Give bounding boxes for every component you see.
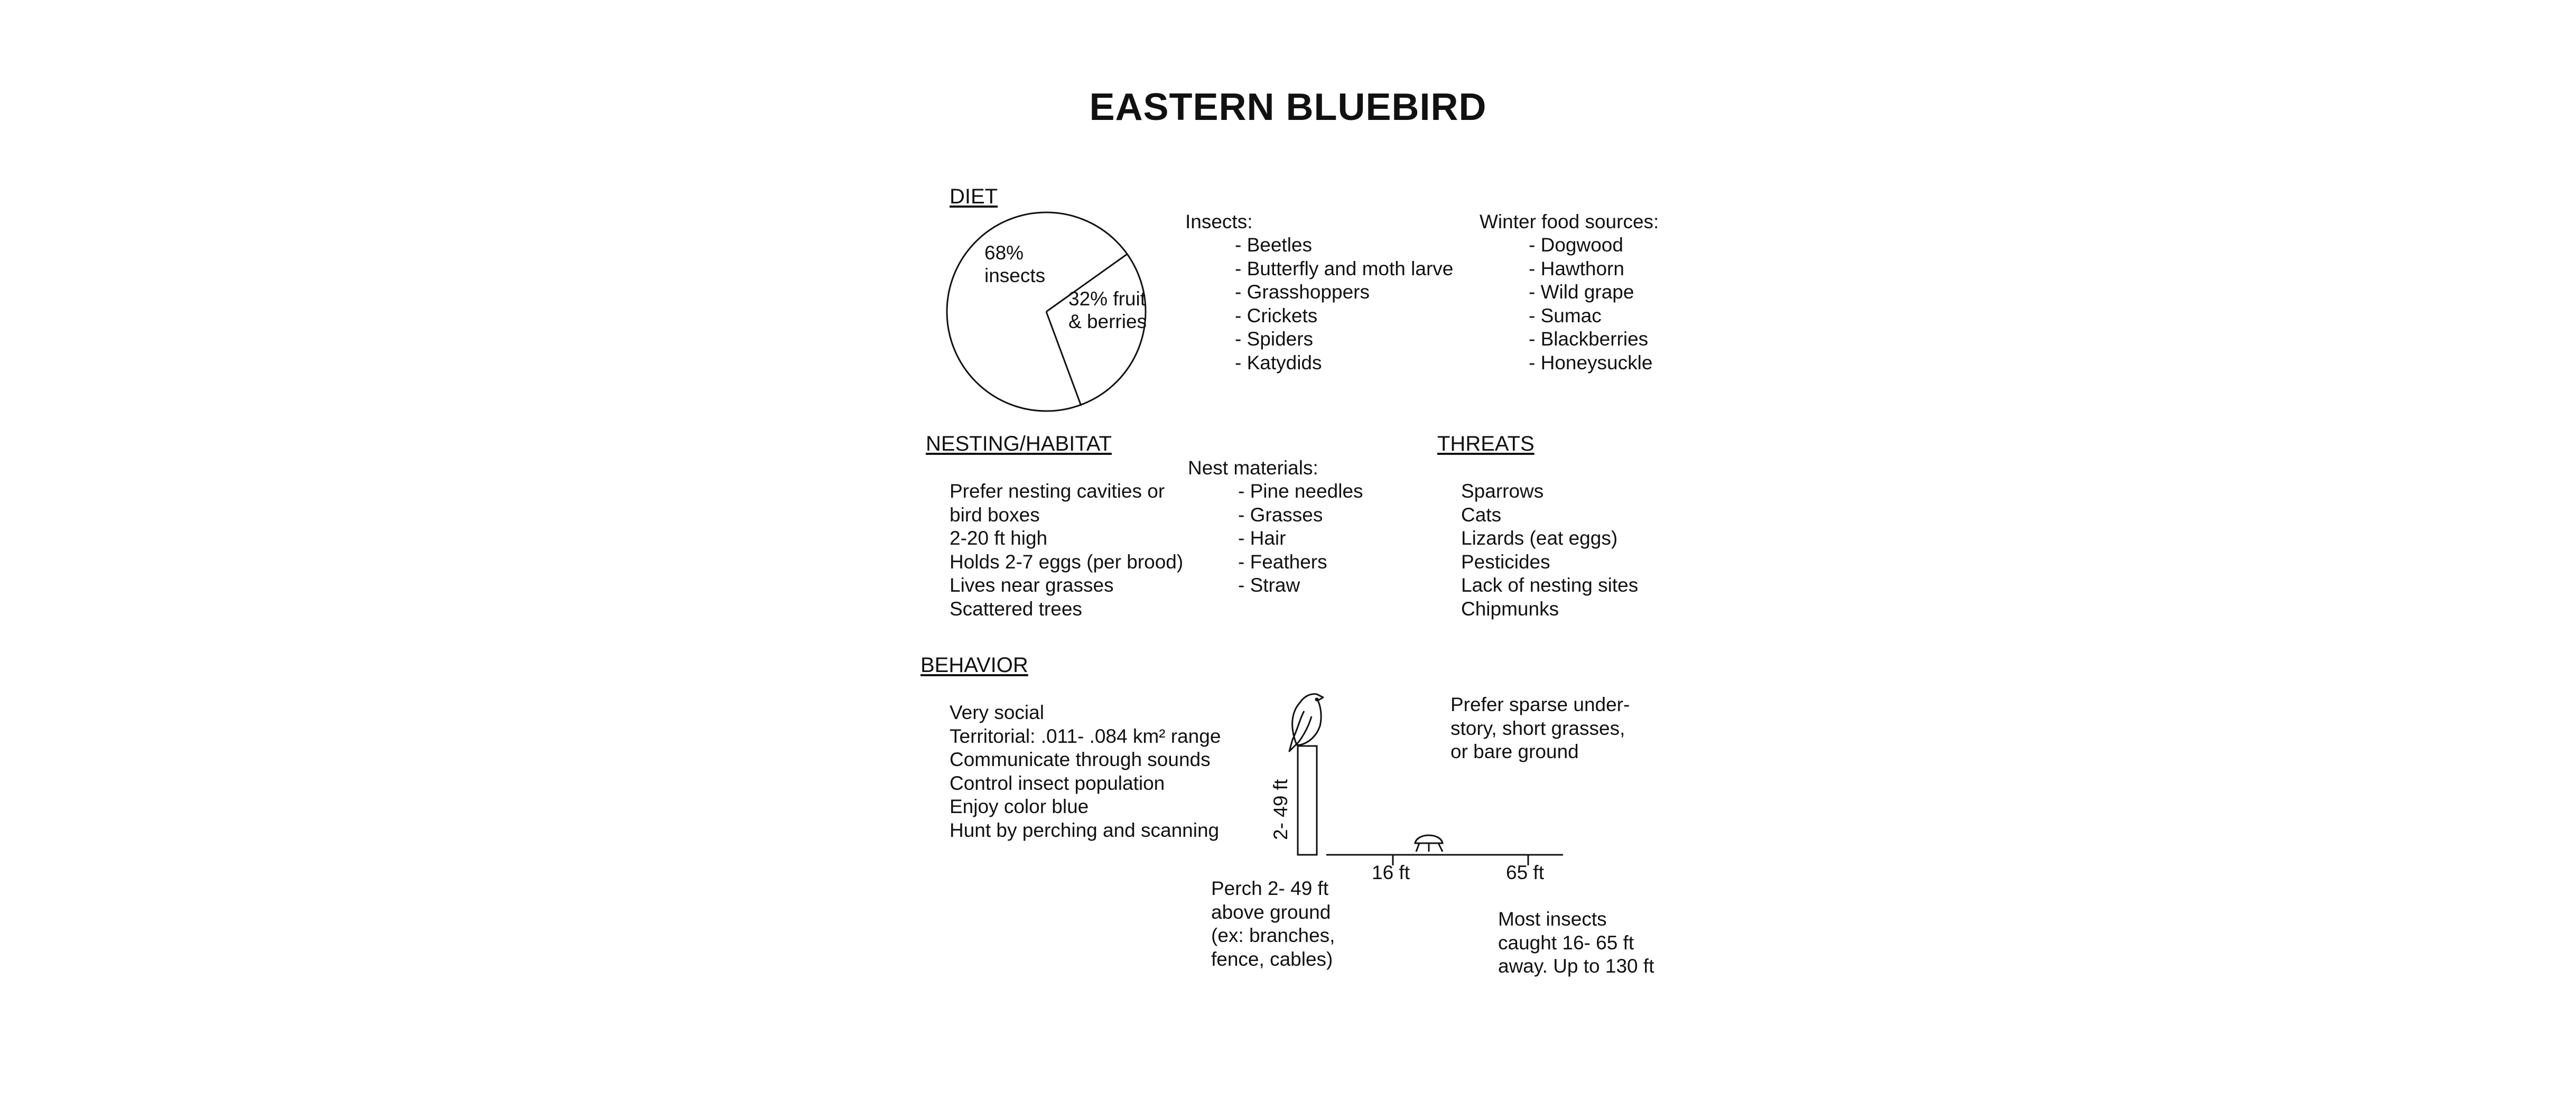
list-item: Hunt by perching and scanning (950, 819, 1220, 841)
habitat-note: Prefer sparse under- story, short grasses, or bare ground (1450, 694, 1630, 762)
list-item: - Blackberries (1529, 328, 1649, 350)
diet-pie-chart (946, 209, 1157, 420)
nesting-list (950, 480, 1183, 621)
list-item: - Pine needles (1238, 480, 1363, 502)
pie-label-insects: 68% insects (984, 242, 1046, 286)
perch-height-label: 2- 49 ft (1270, 779, 1291, 840)
list-item: - Beetles (1235, 234, 1313, 256)
threats-heading: THREATS (1437, 432, 1535, 455)
list-item: Pesticides (1461, 550, 1550, 573)
pie-label-fruit: 32% fruit & berries (1068, 288, 1147, 332)
list-item: - Katydids (1235, 351, 1322, 374)
winter-food-list (1529, 234, 1652, 375)
list-item: Lack of nesting sites (1461, 574, 1639, 596)
list-item: - Spiders (1235, 328, 1314, 350)
list-item: Enjoy color blue (950, 796, 1089, 817)
list-item: - Crickets (1235, 304, 1318, 326)
nest-materials-label: Nest materials: (1188, 457, 1318, 479)
insects-label: Insects: (1185, 211, 1253, 232)
nest-materials-list (1238, 480, 1363, 598)
list-item: - Wild grape (1529, 281, 1634, 303)
list-item: - Butterfly and moth larve (1235, 257, 1454, 279)
page-title: EASTERN BLUEBIRD (1089, 86, 1487, 128)
list-item: Lives near grasses (950, 574, 1114, 596)
list-item: - Straw (1238, 574, 1300, 596)
list-item: Scattered trees (950, 598, 1082, 620)
list-item: Very social (950, 702, 1044, 723)
list-item: Lizards (eat eggs) (1461, 527, 1618, 549)
list-item: Chipmunks (1461, 598, 1559, 620)
list-item: Holds 2-7 eggs (per brood) (950, 550, 1184, 573)
list-item: Cats (1461, 503, 1502, 526)
diet-heading: DIET (950, 185, 998, 208)
insect-icon (1415, 835, 1443, 852)
nesting-heading: NESTING/HABITAT (926, 432, 1112, 455)
list-item: - Grasses (1238, 503, 1323, 526)
list-item: - Hair (1238, 527, 1286, 549)
behavior-list (950, 701, 1221, 842)
threats-list (1461, 480, 1638, 621)
tick-65ft-label: 65 ft (1506, 862, 1544, 882)
list-item: Prefer nesting cavities or (950, 480, 1165, 502)
list-item: Territorial: .011- .084 km² range (950, 725, 1221, 747)
perch-note: Perch 2- 49 ft above ground (ex: branches, fence, cables) (1211, 878, 1335, 970)
list-item: 2-20 ft high (950, 527, 1048, 549)
tick-16ft-label: 16 ft (1372, 862, 1410, 882)
list-item: - Sumac (1529, 304, 1602, 326)
list-item: - Honeysuckle (1529, 351, 1653, 374)
winter-food-label: Winter food sources: (1480, 211, 1659, 232)
list-item: - Hawthorn (1529, 257, 1624, 279)
bluebird-icon (1289, 694, 1323, 751)
insects-caught-note: Most insects caught 16- 65 ft away. Up to 130 ft (1498, 908, 1654, 977)
insects-list (1235, 234, 1453, 375)
list-item: Control insect population (950, 772, 1165, 794)
list-item: bird boxes (950, 503, 1040, 526)
list-item: Sparrows (1461, 480, 1544, 502)
list-item: - Feathers (1238, 550, 1327, 573)
list-item: Communicate through sounds (950, 749, 1211, 770)
list-item: - Grasshoppers (1235, 281, 1370, 303)
list-item: - Dogwood (1529, 234, 1623, 256)
behavior-heading: BEHAVIOR (920, 654, 1028, 677)
perch-post (1298, 746, 1317, 855)
